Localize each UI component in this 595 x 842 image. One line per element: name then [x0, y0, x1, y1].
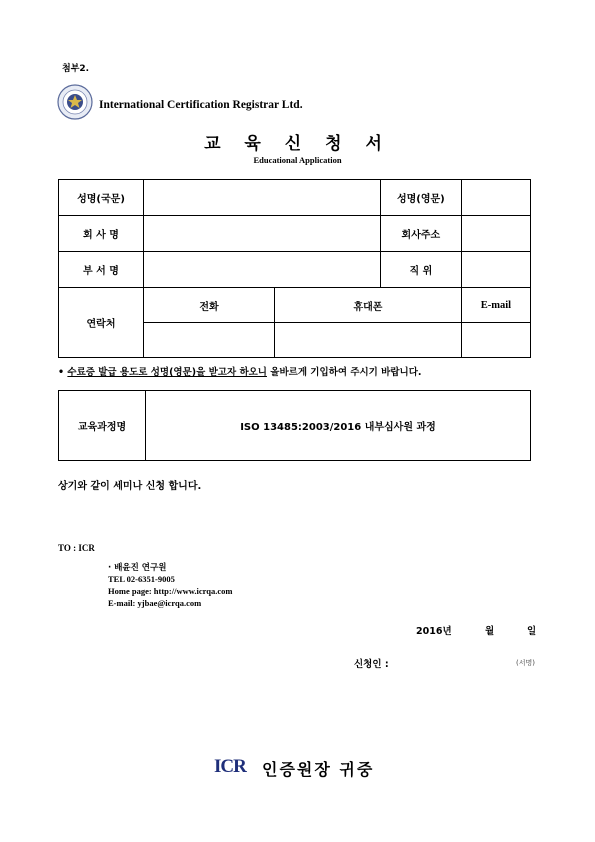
- company-address-label: 회사주소: [380, 216, 461, 252]
- phone-header: 전화: [144, 288, 275, 323]
- department-field[interactable]: [144, 252, 381, 288]
- email-header: E-mail: [461, 288, 530, 323]
- phone-field[interactable]: [144, 323, 275, 358]
- icr-seal-logo-icon: [57, 84, 93, 120]
- company-field[interactable]: [144, 216, 381, 252]
- course-label: 교육과정명: [59, 391, 146, 461]
- position-field[interactable]: [461, 252, 530, 288]
- attachment-label: 첨부2.: [62, 64, 90, 74]
- name-kr-label: 성명(국문): [59, 180, 144, 216]
- course-name: ISO 13485:2003/2016 내부심사원 과정: [146, 391, 531, 461]
- certificate-note: [58, 364, 421, 378]
- name-en-field[interactable]: [461, 180, 530, 216]
- department-label: 부 서 명: [59, 252, 144, 288]
- name-en-label: 성명(영문): [380, 180, 461, 216]
- icr-logo-text: ICR: [214, 756, 246, 777]
- date-year: 2016년: [416, 626, 452, 637]
- position-label: 직 위: [380, 252, 461, 288]
- mobile-header: 휴대폰: [275, 288, 462, 323]
- document-title: 교 육 신 청 서: [204, 134, 391, 154]
- company-address-field[interactable]: [461, 216, 530, 252]
- contact-tel: TEL 02-6351-9005: [108, 574, 175, 584]
- contact-email: E-mail: yjbae@icrqa.com: [108, 598, 202, 608]
- note-rest-text: 올바르게 기입하여 주시기 바랍니다.: [266, 367, 422, 378]
- recipient-line: 인증원장 귀중: [262, 760, 375, 779]
- note-underlined-text: 수료증 발급 용도로 성명(영문)을 받고자 하오니: [67, 367, 267, 378]
- document-subtitle: Educational Application: [253, 155, 342, 165]
- date-month: 월: [485, 626, 495, 637]
- company-name: International Certification Registrar Ltd.: [99, 99, 303, 111]
- contact-homepage: Home page: http://www.icrqa.com: [108, 586, 233, 596]
- company-label: 회 사 명: [59, 216, 144, 252]
- application-statement: 상기와 같이 세미나 신청 합니다.: [58, 481, 202, 492]
- email-field[interactable]: [461, 323, 530, 358]
- mobile-field[interactable]: [275, 323, 462, 358]
- signature-label: (서명): [516, 659, 535, 667]
- contact-person: · 배윤진 연구원: [108, 563, 167, 573]
- date-day: 일: [527, 626, 537, 637]
- note-bullet: •: [58, 367, 65, 378]
- name-kr-field[interactable]: [144, 180, 381, 216]
- course-table: [58, 390, 531, 461]
- applicant-label: 신청인 :: [354, 659, 389, 670]
- application-form-table: [58, 179, 531, 358]
- contact-label: 연락처: [59, 288, 144, 358]
- to-label: TO : ICR: [58, 543, 95, 553]
